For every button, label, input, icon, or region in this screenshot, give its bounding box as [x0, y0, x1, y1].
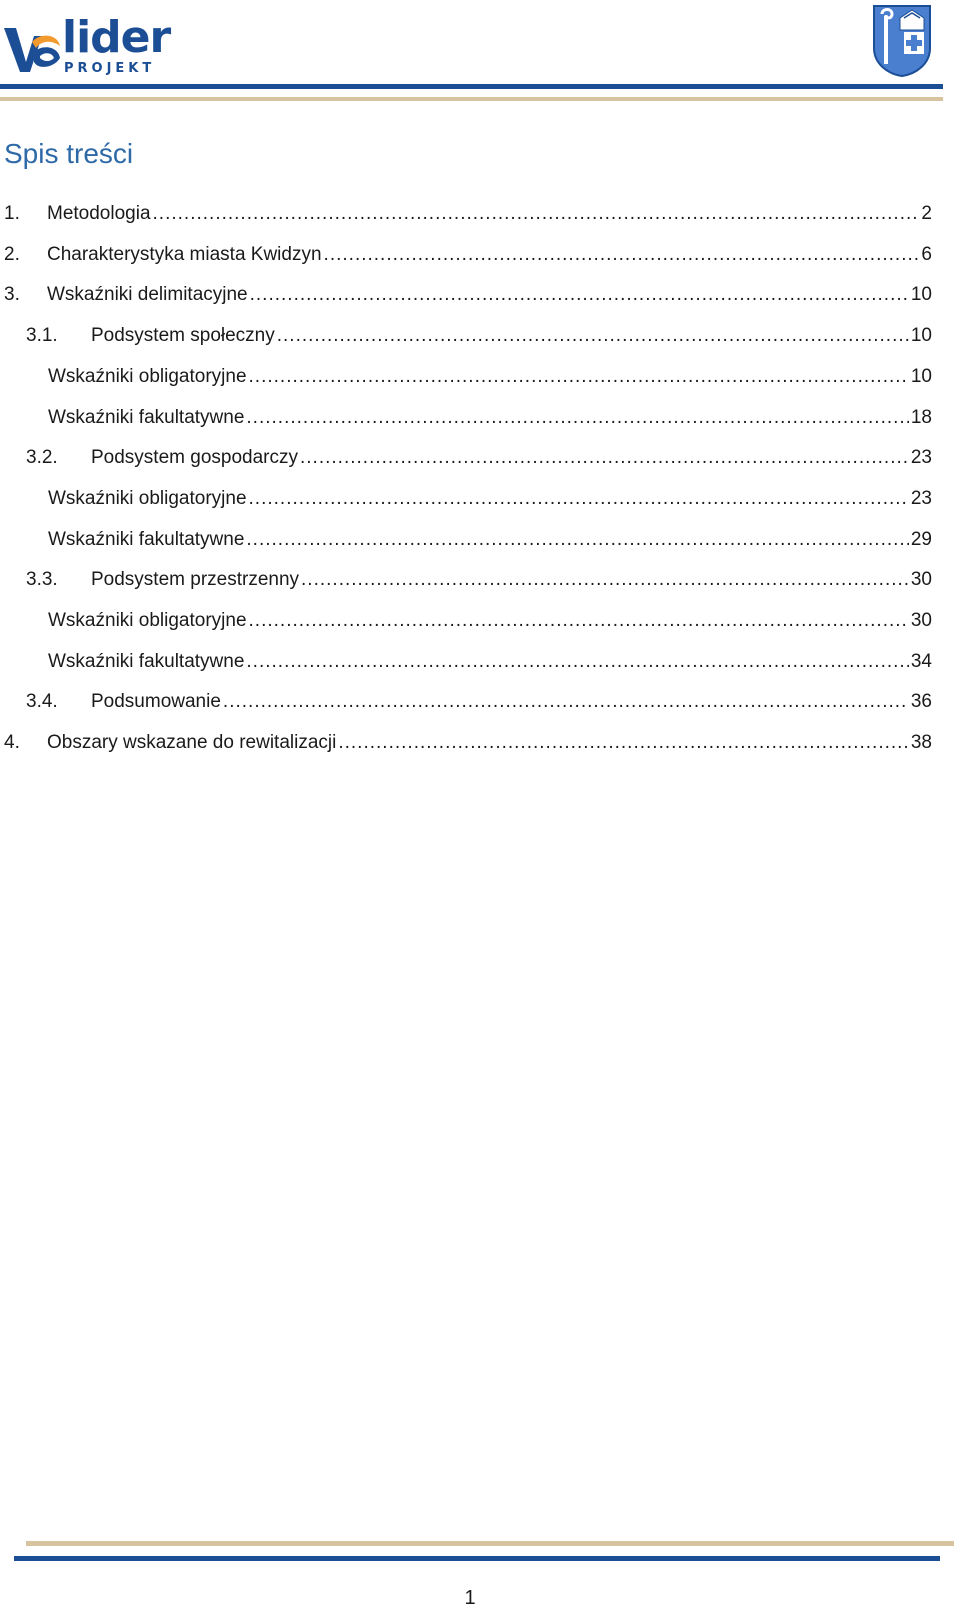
toc-entry[interactable] — [0, 444, 932, 472]
toc-entry-title: Wskaźniki fakultatywne — [48, 528, 245, 550]
toc-entry[interactable] — [0, 281, 932, 309]
lider-projekt-logo — [2, 12, 182, 82]
toc-entry-title: Metodologia — [47, 203, 151, 224]
toc-entry-number: 3.2. — [26, 447, 58, 469]
toc-entry-page: 10 — [910, 325, 932, 347]
toc-entry-title: Wskaźniki obligatoryjne — [48, 610, 247, 631]
footer-rule-blue — [14, 1556, 940, 1561]
toc-entry-number: 3. — [4, 284, 20, 306]
toc-entry[interactable] — [0, 566, 932, 594]
toc-entry-page: 30 — [910, 569, 932, 591]
toc-entry-number: 3.3. — [26, 569, 58, 591]
toc-leader-dots — [153, 200, 920, 228]
toc-entry[interactable] — [0, 363, 932, 391]
toc-entry-page: 6 — [921, 243, 932, 265]
toc-entry-page: 2 — [921, 203, 932, 224]
toc-leader-dots — [223, 688, 909, 716]
toc-entry-title: Wskaźniki fakultatywne — [48, 406, 245, 428]
toc-entry-title: Podsumowanie — [91, 691, 221, 713]
logo-subtitle: PROJEKT — [64, 61, 156, 76]
toc-leader-dots — [300, 444, 909, 472]
toc-entry-title: Obszary wskazane do rewitalizacji — [47, 732, 337, 754]
kwidzyn-coat-of-arms-icon — [870, 4, 934, 78]
toc-entry[interactable] — [0, 607, 932, 635]
toc-entry-title: Podsystem przestrzenny — [91, 569, 300, 591]
toc-entry-number: 3.4. — [26, 691, 58, 713]
toc-entry[interactable] — [0, 648, 932, 676]
toc-entry-page: 10 — [910, 284, 932, 306]
logo-word: lider — [62, 12, 171, 63]
toc-leader-dots — [246, 648, 908, 676]
toc-entry-number: 2. — [4, 243, 20, 265]
header-rule-tan — [0, 97, 943, 101]
toc-entry-page: 23 — [910, 487, 932, 509]
page-number: 1 — [464, 1587, 476, 1609]
toc-entry-page: 30 — [910, 610, 932, 631]
toc-entry[interactable] — [0, 485, 932, 513]
header-rule-blue — [0, 84, 943, 89]
toc-leader-dots — [324, 241, 920, 269]
toc-entry-page: 29 — [910, 528, 932, 550]
logo-mark-icon — [2, 22, 66, 80]
toc-entry-page: 10 — [910, 365, 932, 387]
toc-leader-dots — [277, 322, 909, 350]
toc-entry[interactable] — [0, 526, 932, 554]
toc-entry-title: Wskaźniki fakultatywne — [48, 650, 245, 672]
toc-entry[interactable] — [0, 729, 932, 757]
toc-entry[interactable] — [0, 322, 932, 350]
toc-entry-title: Podsystem społeczny — [91, 325, 275, 347]
toc-leader-dots — [249, 485, 909, 513]
toc-entry-page: 38 — [910, 732, 932, 754]
toc-entry[interactable] — [0, 404, 932, 432]
toc-entry-page: 36 — [910, 691, 932, 713]
toc-entry[interactable] — [0, 200, 932, 228]
toc-entry-number: 3.1. — [26, 325, 58, 347]
toc-entry[interactable] — [0, 241, 932, 269]
toc-leader-dots — [250, 281, 909, 309]
toc-leader-dots — [249, 607, 909, 635]
toc-entry-page: 34 — [910, 650, 932, 672]
toc-entry-title: Charakterystyka miasta Kwidzyn — [47, 243, 322, 265]
toc-leader-dots — [246, 526, 908, 554]
toc-entry[interactable] — [0, 688, 932, 716]
toc-leader-dots — [246, 404, 908, 432]
toc-leader-dots — [301, 566, 909, 594]
page-title: Spis treści — [4, 138, 134, 169]
toc-leader-dots — [338, 729, 909, 757]
toc-entry-number: 1. — [4, 203, 20, 224]
toc-leader-dots — [249, 363, 909, 391]
toc-entry-title: Wskaźniki obligatoryjne — [48, 487, 247, 509]
toc-entry-title: Wskaźniki delimitacyjne — [47, 284, 248, 306]
toc-entry-page: 18 — [910, 406, 932, 428]
footer-rule-tan — [26, 1541, 954, 1546]
toc-entry-title: Wskaźniki obligatoryjne — [48, 365, 247, 387]
toc-entry-page: 23 — [910, 447, 932, 469]
toc-entry-number: 4. — [4, 732, 20, 754]
toc-entry-title: Podsystem gospodarczy — [91, 447, 298, 469]
